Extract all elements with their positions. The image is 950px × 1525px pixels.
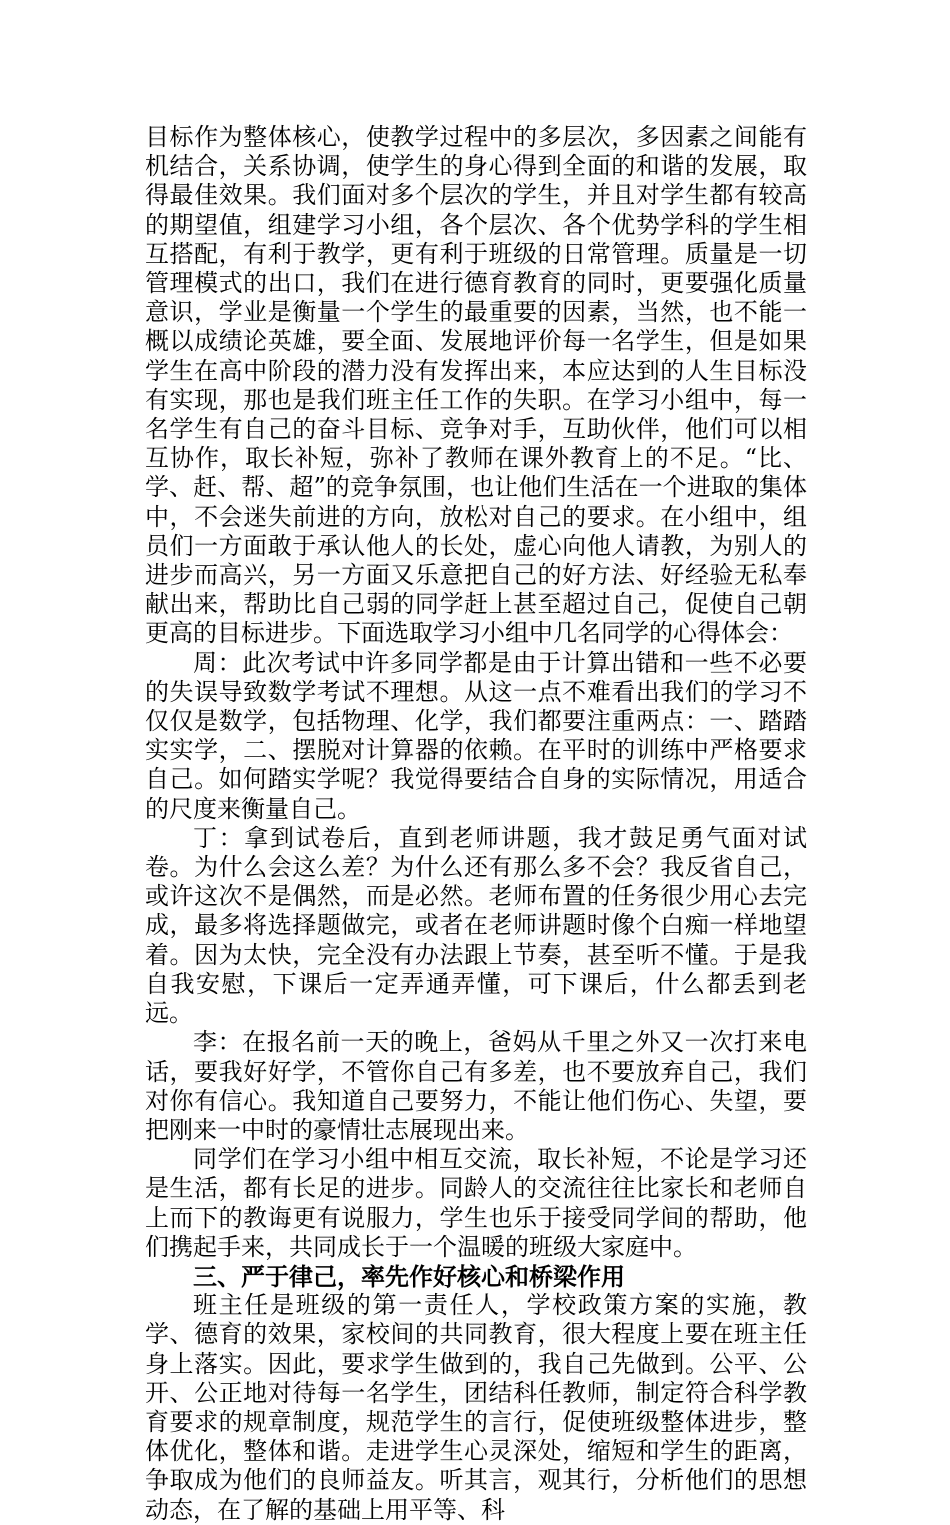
paragraph-student-ding: 丁：拿到试卷后，直到老师讲题，我才鼓足勇气面对试卷。为什么会这么差？为什么还有那么多不会？我反省自己，或许这次不是偶然，而是必然。老师布置的任务很少用心去完成，最多将选择题做完，或者在老师讲题时像个白痴一样地望着。因为太快，完全没有办法跟上节奏，甚至听不懂。于是我自我安慰，下课后一定弄通弄懂，可下课后，什么都丢到老远。 <box>145 823 807 1028</box>
document-body <box>145 123 807 1525</box>
paragraph-student-zhou: 周：此次考试中许多同学都是由于计算出错和一些不必要的失误导致数学考试不理想。从这一点不难看出我们的学习不仅仅是数学，包括物理、化学，我们都要注重两点：一、踏踏实实学，二、摆脱对计算器的依赖。在平时的训练中严格要求自己。如何踏实学呢？我觉得要结合自身的实际情况，用适合的尺度来衡量自己。 <box>145 648 807 823</box>
section-heading: 三、严于律己，率先作好核心和桥梁作用 <box>193 1261 625 1291</box>
paragraph-intro: 目标作为整体核心，使教学过程中的多层次，多因素之间能有机结合，关系协调，使学生的身心得到全面的和谐的发展，取得最佳效果。我们面对多个层次的学生，并且对学生都有较高的期望值，组建学习小组，各个层次、各个优势学科的学生相互搭配，有利于教学，更有利于班级的日常管理。质量是一切管理模式的出口，我们在进行德育教育的同时，更要强化质量意识，学业是衡量一个学生的最重要的因素，当然，也不能一概以成绩论英雄，要全面、发展地评价每一名学生，但是如果学生在高中阶段的潜力没有发挥出来，本应达到的人生目标没有实现，那也是我们班主任工作的失职。在学习小组中，每一名学生有自己的奋斗目标、竞争对手，互助伙伴，他们可以相互协作，取长补短，弥补了教师在课外教育上的不足。“比、学、赶、帮、超”的竞争氛围，也让他们生活在一个进取的集体中，不会迷失前进的方向，放松对自己的要求。在小组中，组员们一方面敢于承认他人的长处，虚心向他人请教，为别人的进步而高兴，另一方面又乐意把自己的好方法、好经验无私奉献出来，帮助比自己弱的同学赶上甚至超过自己，促使自己朝更高的目标进步。下面选取学习小组中几名同学的心得体会： <box>145 123 807 648</box>
paragraph-teacher-role: 班主任是班级的第一责任人，学校政策方案的实施，教学、德育的效果，家校间的共同教育，很大程度上要在班主任身上落实。因此，要求学生做到的，我自己先做到。公平、公开、公正地对待每一名学生，团结科任教师，制定符合科学教育要求的规章制度，规范学生的言行，促使班级整体进步，整体优化，整体和谐。走进学生心灵深处，缩短和学生的距离，争取成为他们的良师益友。听其言，观其行，分析他们的思想动态，在了解的基础上用平等、科 <box>145 1291 807 1524</box>
paragraph-summary: 同学们在学习小组中相互交流，取长补短，不论是学习还是生活，都有长足的进步。同龄人的交流往往比家长和老师自上而下的教诲更有说服力，学生也乐于接受同学间的帮助，他们携起手来，共同成长于一个温暖的班级大家庭中。 <box>145 1145 807 1261</box>
paragraph-student-li: 李：在报名前一天的晚上，爸妈从千里之外又一次打来电话，要我好好学，不管你自己有多差，也不要放弃自己，我们对你有信心。我知道自己要努力，不能让他们伤心、失望，要把刚来一中时的豪情壮志展现出来。 <box>145 1028 807 1144</box>
